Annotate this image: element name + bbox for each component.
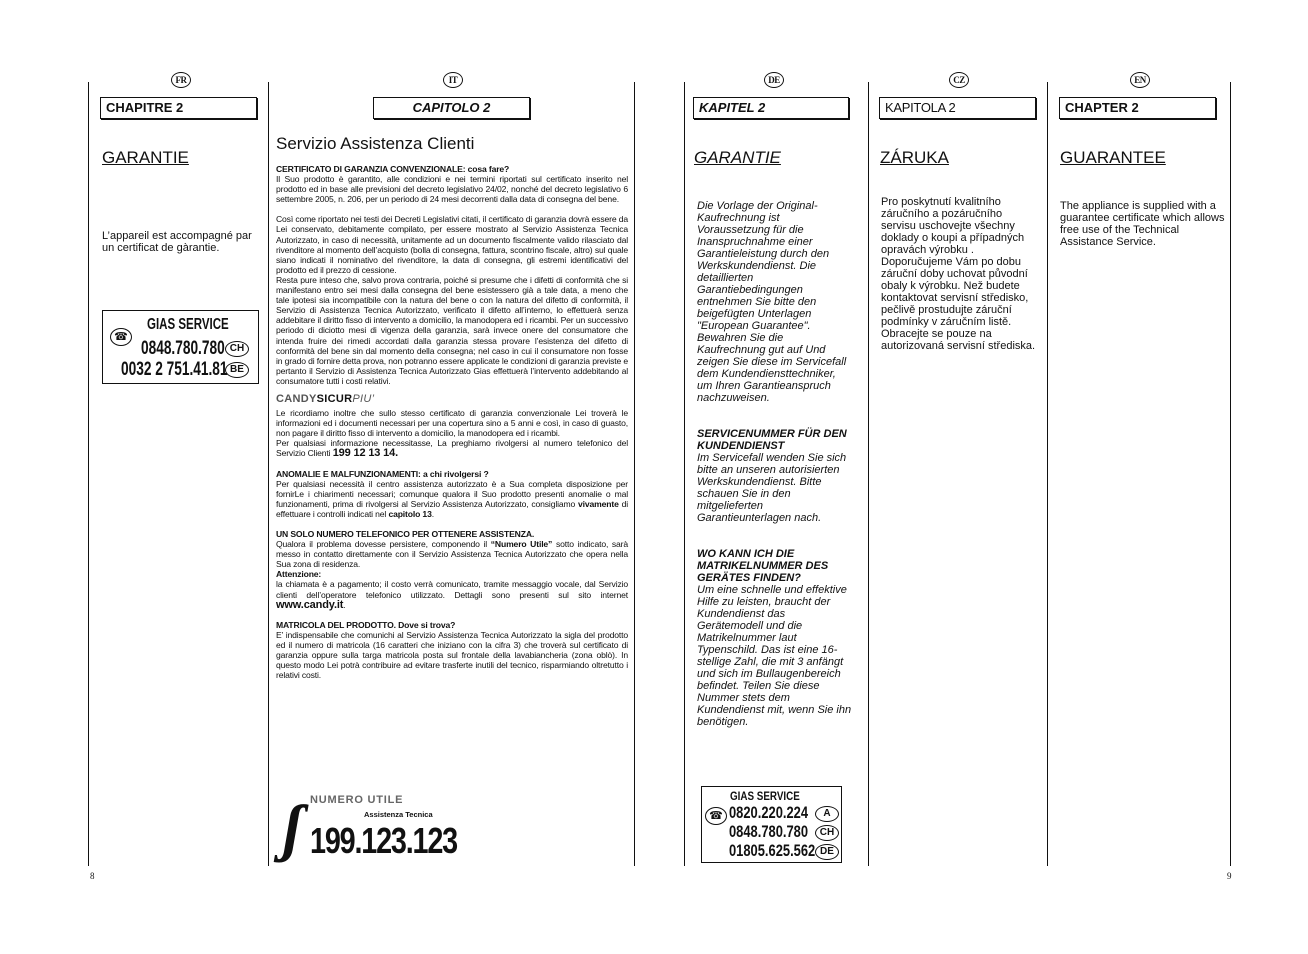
- lang-badge-de: DE: [764, 72, 784, 88]
- heading-numero: UN SOLO NUMERO TELEFONICO PER OTTENERE ASSISTENZA.: [276, 529, 535, 539]
- para-matrikel: Um eine schnelle und effektive Hilfe zu leisten, braucht der Kundendienst das Gerätemodell und die Matrikelnummer laut Typenschild. Das ist eine 16-stellige Zahl, die mit 3 anfängt und sich im Bullaugenbereich befindet. Teilen Sie diese Nummer stets dem Kundendienst mit, wenn Sie ihn benötigen.: [697, 584, 852, 728]
- chapter-header-en: CHAPTER 2: [1059, 97, 1216, 119]
- gias-service-label: GIAS SERVICE: [147, 316, 229, 333]
- gias-service-box-de: [701, 786, 842, 863]
- country-a-icon: A: [815, 806, 839, 822]
- chapter-header-it: CAPITOLO 2: [373, 97, 530, 119]
- gias-service-box-fr: [102, 310, 259, 384]
- chapter-header-cz: KAPITOLA 2: [879, 97, 1036, 119]
- gias-phone-ch: 0848.780.780: [729, 822, 809, 841]
- para-anomalie: Per qualsiasi necessità il centro assistenza autorizzato è a Sua completa disposizione per fornirLe i chiarimenti necessari; comunque qualora il Suo prodotto presenti anomalie o mal funzionamenti, prima di rivolgersi al Servizio Assistenza Autorizzato, consigliamo vivamente di effettuare i controlli indicati nel capitolo 13.: [276, 478, 628, 519]
- column-divider-cz-en: [1047, 82, 1048, 866]
- website-link[interactable]: www.candy.it: [276, 598, 344, 611]
- country-ch-icon: CH: [225, 341, 249, 357]
- page-number-left: 8: [90, 871, 95, 881]
- para-servicefall: Im Servicefall wenden Sie sich bitte an unseren autorisierten Werkskundendienst. Bitte schauen Sie in den mitgelieferten Garantieunterlagen nach.: [697, 452, 847, 524]
- numero-utile-number: 199.123.123: [310, 820, 457, 861]
- gias-phone-a: 0820.220.224: [729, 803, 809, 822]
- column-divider-de-left: [684, 82, 685, 866]
- column-divider-en-right: [1230, 82, 1231, 866]
- body-text-en: The appliance is supplied with a guarantee certificate which allows free use of the Technical Assistance Service.: [1060, 200, 1225, 248]
- country-be-icon: BE: [225, 362, 249, 378]
- gias-service-label: GIAS SERVICE: [730, 789, 800, 803]
- country-de-icon: DE: [815, 844, 839, 860]
- body-text-it: [276, 164, 628, 680]
- gias-phone-ch: 0848.780.780: [141, 338, 225, 359]
- lang-badge-it: IT: [443, 72, 463, 88]
- section-title-de: GARANTIE: [694, 148, 781, 167]
- candysicur-logo: CANDYSICURPIU’: [276, 392, 375, 405]
- column-divider-fr: [88, 82, 89, 866]
- lang-badge-fr: FR: [171, 72, 191, 88]
- para-servizio-clienti: Per qualsiasi informazione necessitasse, La preghiamo rivolgersi al numero telefonico del Servizio Clienti 199 12 13 14.: [276, 438, 628, 460]
- heading-attenzione: Attenzione:: [276, 569, 322, 580]
- section-title-fr: GARANTIE: [102, 148, 189, 167]
- body-text-de: [697, 200, 853, 728]
- phone-icon: ☎: [110, 328, 132, 346]
- country-ch-icon: CH: [815, 825, 839, 841]
- lang-badge-en: EN: [1130, 72, 1150, 88]
- lang-badge-cz: CZ: [949, 72, 969, 88]
- para-decreti: Così come riportato nei testi dei Decreti Legislativi citati, il certificato di garanzia dovrà essere da Lei conservato, debitamente compilato, per essere mostrato al Servizio Assistenza Tecnica Autorizzato, in caso di necessità, unitamente ad un documento fiscalmente valido rilasciato dal rivenditore al momento dell’acquisto (bolla di consegna, fattura, scontrino fiscale, altro) sul quale siano indicati il nominativo del rivenditore, la data di consegna, gli estremi identificativi del prodotto ed il prezzo di cessione.: [276, 214, 628, 275]
- heading-matrikelnummer: WO KANN ICH DIE MATRIKELNUMMER DES GERÄTES FINDEN?: [697, 548, 829, 584]
- phone-handset-icon: ʃ: [282, 792, 304, 863]
- para-copertura: Le ricordiamo inoltre che sullo stesso certificato di garanzia convenzionale Lei troverà le informazioni ed i documenti necessari per una copertura sino a 5 anni e così, in caso di guasto, non pagare il diritto fisso di intervento a domicilio, la manodopera ed i ricambi.: [276, 408, 628, 439]
- para-numero: Qualora il problema dovesse persistere, componendo il “Numero Utile” sotto indicato, sarà messo in contatto direttamente con il Servizio Assistenza Tecnica Autorizzato che opera nella Sua zona di residenza.: [276, 539, 629, 570]
- column-divider-it-right: [634, 82, 635, 866]
- para-pagamento: la chiamata è a pagamento; il costo verrà comunicato, tramite messaggio vocale, dal Servizio clienti dell’operatore telefonico utilizzato. Dettagli sono presenti sul sito internet www.candy.it.: [276, 579, 628, 611]
- para-garanzia: Il Suo prodotto è garantito, alle condizioni e nei termini riportati sul certificato inserito nel prodotto ed in base alle previsioni del decreto legislativo 24/02, nonché del decreto legislativo 6 settembre 2005, n. 206, per un periodo di 24 mesi decorrenti dalla data di consegna del bene.: [276, 174, 628, 205]
- para-conformita: Resta pure inteso che, salvo prova contraria, poiché si presume che i difetti di conformità che si manifestano entro sei mesi dalla consegna del bene esistessero già a tale data, a meno che tale ipotesi sia incompatibile con la natura del bene o con la natura del difetto di conformità, il Servizio di Assistenza Tecnica Autorizzato, verificato il difetto all’interno, lo effettuerà senza addebitare il diritto fisso di intervento a domicilio, la manodopera ed i ricambi. Per un successivo periodo di diciotto mesi di vigenza della garanzia, sarà invece onere del consumatore che intenda fruire dei rimedi accordati dalla garanzia stessa provare l’esistenza del difetto di conformità del bene sin dal momento della consegna; nel caso in cui il consumatore non fosse in grado di fornire detta prova, non potranno essere applicate le condizioni di garanzia previste e pertanto il Servizio di Assistenza Tecnica Autorizzato Gias effettuerà l’intervento addebitando al consumatore tutti i costi relativi.: [276, 274, 628, 386]
- para-matricola: E’ indispensabile che comunichi al Servizio Assistenza Tecnica Autorizzato la sigla del prodotto ed il numero di matricola (16 caratteri che iniziano con la cifra 3) che troverà sul certificato di garanzia oppure sulla targa matricola posta sul frontale della lavabiancheria (zona oblò). In questo modo Lei potrà contribuire ad evitare trasferte inutili del tecnico, risparmiando oltretutto i relativi costi.: [276, 629, 628, 681]
- numero-utile-label: NUMERO UTILE: [310, 794, 404, 806]
- heading-anomalie: ANOMALIE E MALFUNZIONAMENTI: a chi rivolgersi ?: [276, 468, 489, 479]
- heading-certificato: CERTIFICATO DI GARANZIA CONVENZIONALE: cosa fare?: [276, 164, 510, 174]
- gias-phone-be: 0032 2 751.41.81: [121, 359, 228, 380]
- chapter-header-de: KAPITEL 2: [693, 97, 849, 119]
- section-title-it: Servizio Assistenza Clienti: [276, 134, 475, 153]
- numero-utile-block: [282, 790, 457, 866]
- body-text-cz: Pro poskytnutí kvalitního záručního a pozáručního servisu uschovejte všechny doklady o koupi a případných opravách výrobku . Doporučujeme Vám po dobu záruční doby uchovat původní obaly k výrobku. Než budete kontaktovat servisní středisko, pečlivě prostudujte záruční podmínky v záručním listě. Obracejte se pouze na autorizovaná servisní střediska.: [881, 196, 1036, 352]
- section-title-en: GUARANTEE: [1060, 148, 1166, 167]
- para-kaufrechnung: Die Vorlage der Original-Kaufrechnung ist Voraussetzung für die Inanspruchnahme einer Garantieleistung durch den Werkskundendienst. Die detaillierten Garantiebedingungen entnehmen Sie bitte den beigefügten Unterlagen "European Guarantee". Bewahren Sie die Kaufrechnung gut auf Und zeigen Sie diese im Servicefall dem Kundendiensttechniker, um Ihren Garantieanspruch nachzuweisen.: [697, 200, 847, 404]
- chapter-header-fr: CHAPITRE 2: [100, 97, 257, 119]
- gias-phone-de: 01805.625.562: [729, 841, 816, 860]
- heading-matricola: MATRICOLA DEL PRODOTTO. Dove si trova?: [276, 619, 456, 630]
- phone-icon: ☎: [705, 807, 727, 825]
- body-text-fr: L’appareil est accompagné par un certificat de gàrantie.: [102, 230, 252, 254]
- assistenza-tecnica-label: Assistenza Tecnica: [364, 810, 433, 819]
- page-number-right: 9: [1227, 871, 1232, 881]
- heading-servicenummer: SERVICENUMMER FÜR DEN KUNDENDIENST: [697, 428, 847, 452]
- column-divider-fr-it: [268, 82, 269, 866]
- section-title-cz: ZÁRUKA: [880, 148, 949, 167]
- column-divider-de-cz: [868, 82, 869, 866]
